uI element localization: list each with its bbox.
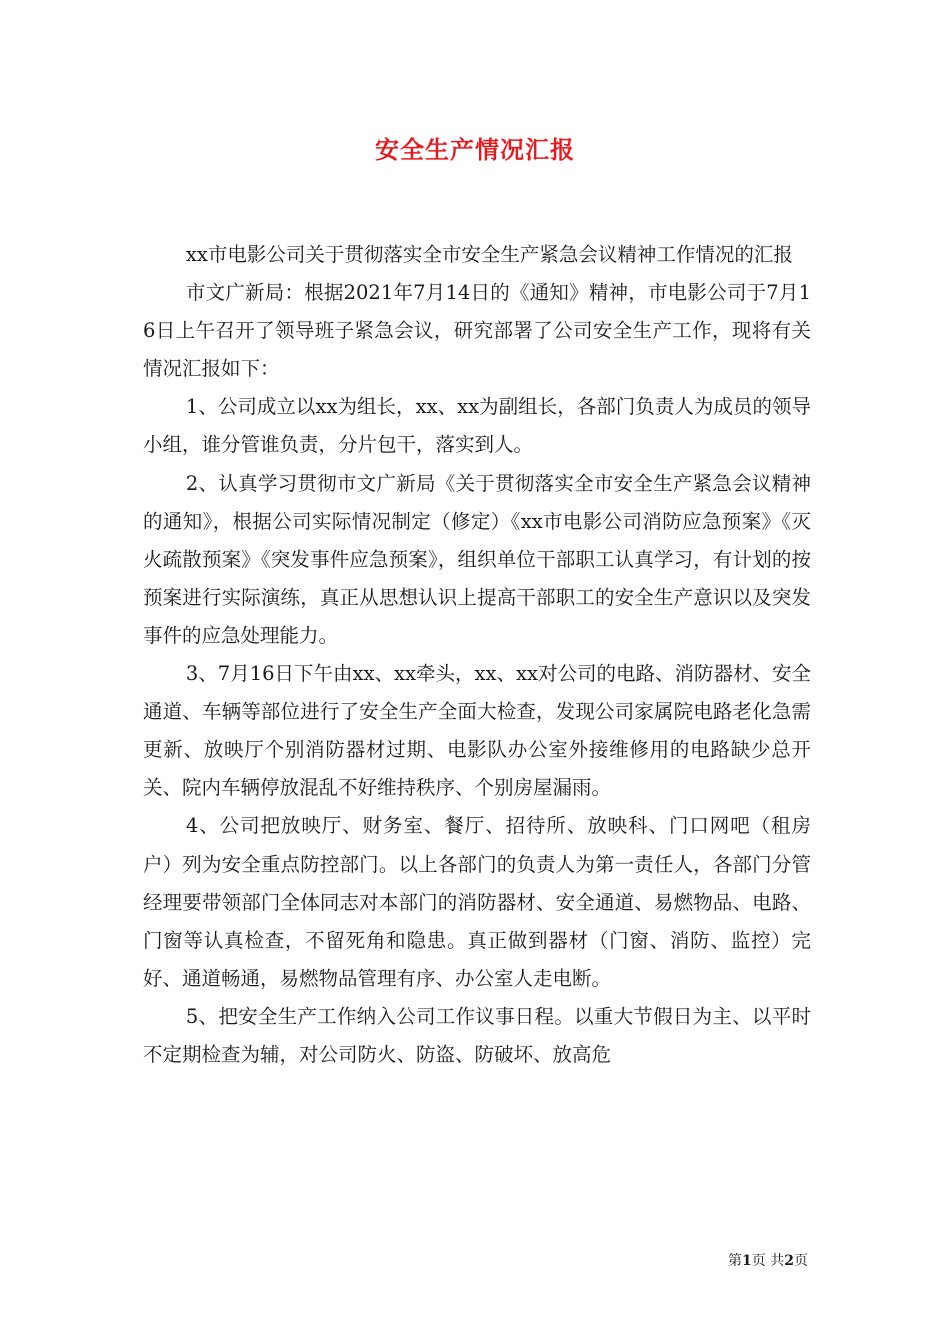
paragraph-heading: xx市电影公司关于贯彻落实全市安全生产紧急会议精神工作情况的汇报 [185, 243, 793, 266]
paragraph-item-3: 3、7月16日下午由xx、xx牵头，xx、xx对公司的电路、消防器材、安全通道、车辆等部位进行了安全生产全面大检查，发现公司家属院电路老化急需更新、放映厅个别消防器材过期、电影队办公室外接维修用的电路缺少总开关、院内车辆停放混乱不好维持秩序、个别房屋漏雨。 [143, 662, 811, 800]
total-page-number: 2 [784, 1253, 794, 1269]
footer-prefix: 第 [728, 1253, 743, 1269]
document-body [143, 236, 811, 1074]
document-title: 安全生产情况汇报 [375, 135, 575, 164]
paragraph-item-1: 1、公司成立以xx为组长，xx、xx为副组长，各部门负责人为成员的领导小组，谁分管谁负责，分片包干，落实到人。 [143, 395, 811, 457]
footer-suffix: 页 [794, 1253, 808, 1269]
page-footer [728, 1250, 808, 1270]
current-page-number: 1 [742, 1253, 752, 1269]
paragraph-item-2: 2、认真学习贯彻市文广新局《关于贯彻落实全市安全生产紧急会议精神的通知》，根据公司实际情况制定（修定）《xx市电影公司消防应急预案》《灭火疏散预案》《突发事件应急预案》，组织单位干部职工认真学习，有计划的按预案进行实际演练，真正从思想认识上提高干部职工的安全生产意识以及突发事件的应急处理能力。 [143, 471, 811, 647]
paragraph-item-4: 4、公司把放映厅、财务室、餐厅、招待所、放映科、门口网吧（租房户）列为安全重点防控部门。以上各部门的负责人为第一责任人，各部门分管经理要带领部门全体同志对本部门的消防器材、安全通道、易燃物品、电路、门窗等认真检查，不留死角和隐患。真正做到器材（门窗、消防、监控）完好、通道畅通，易燃物品管理有序、办公室人走电断。 [143, 814, 811, 990]
paragraph-item-5: 5、把安全生产工作纳入公司工作议事日程。以重大节假日为主、以平时不定期检查为辅，对公司防火、防盗、防破坏、放高危 [143, 1004, 811, 1066]
paragraph-intro: 市文广新局：根据2021年7月14日的《通知》精神，市电影公司于7月16日上午召开了领导班子紧急会议，研究部署了公司安全生产工作，现将有关情况汇报如下： [143, 281, 811, 381]
footer-middle: 页 共 [751, 1253, 785, 1269]
